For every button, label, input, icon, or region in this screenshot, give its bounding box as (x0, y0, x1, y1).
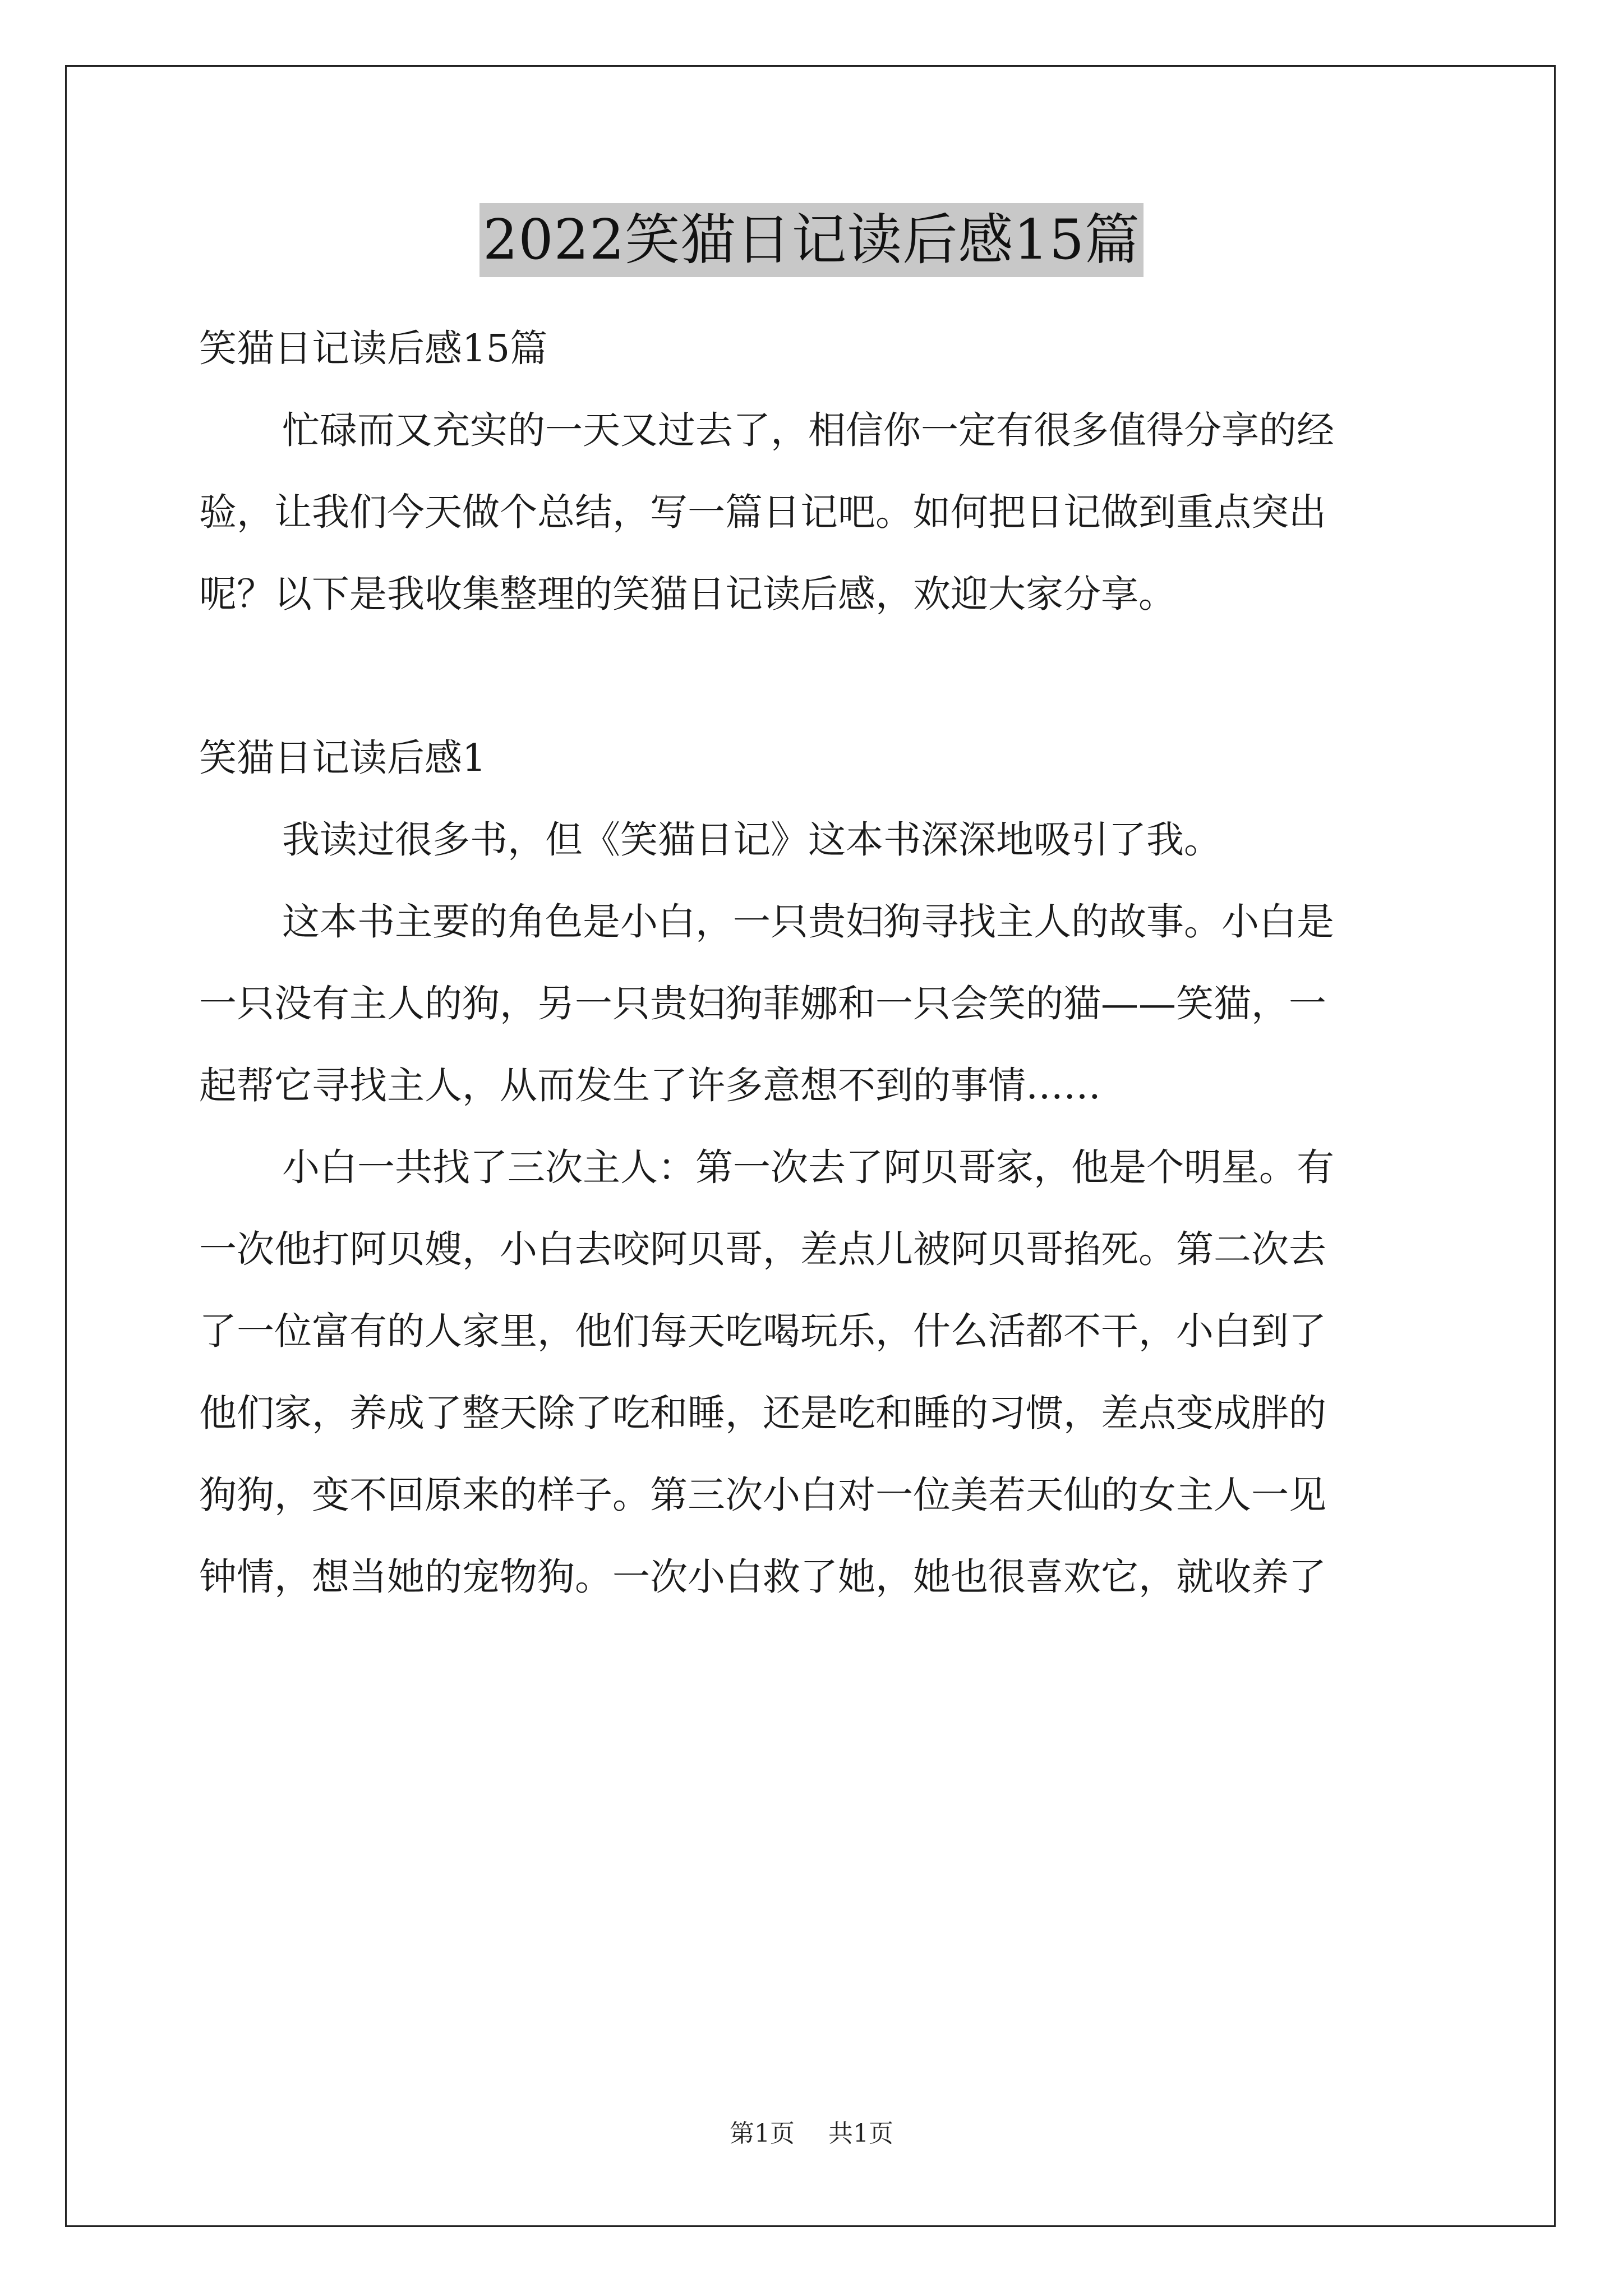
page-total: 共1页 (828, 2119, 893, 2148)
page-footer (0, 2117, 1623, 2151)
paragraph-1: 我读过很多书，但《笑猫日记》这本书深深地吸引了我。 (282, 818, 1221, 862)
paragraph-2-line-3: 起帮它寻找主人，从而发生了许多意想不到的事情…… (199, 1064, 1101, 1107)
document-title: 2022笑猫日记读后感15篇 (479, 203, 1144, 277)
intro-line-2: 验，让我们今天做个总结，写一篇日记吧。如何把日记做到重点突出 (199, 490, 1326, 534)
paragraph-3-line-6: 钟情，想当她的宠物狗。一次小白救了她，她也很喜欢它，就收养了 (199, 1555, 1326, 1599)
paragraph-3-line-1: 小白一共找了三次主人：第一次去了阿贝哥家，他是个明星。有 (282, 1145, 1334, 1189)
paragraph-3-line-2: 一次他打阿贝嫂，小白去咬阿贝哥，差点儿被阿贝哥掐死。第二次去 (199, 1227, 1326, 1271)
subtitle: 笑猫日记读后感15篇 (199, 326, 548, 370)
paragraph-2-line-1: 这本书主要的角色是小白，一只贵妇狗寻找主人的故事。小白是 (282, 900, 1334, 944)
paragraph-3-line-4: 他们家，养成了整天除了吃和睡，还是吃和睡的习惯，差点变成胖的 (199, 1391, 1326, 1435)
document-body (199, 307, 1433, 1618)
page-number: 第1页 (730, 2119, 795, 2148)
paragraph-2-line-2: 一只没有主人的狗，另一只贵妇狗菲娜和一只会笑的猫——笑猫，一 (199, 982, 1326, 1025)
blank-line (199, 635, 1433, 717)
paragraph-3-line-5: 狗狗，变不回原来的样子。第三次小白对一位美若天仙的女主人一见 (199, 1473, 1326, 1517)
intro-line-3: 呢？以下是我收集整理的笑猫日记读后感，欢迎大家分享。 (199, 572, 1176, 616)
paragraph-3-line-3: 了一位富有的人家里，他们每天吃喝玩乐，什么活都不干，小白到了 (199, 1309, 1326, 1353)
intro-line-1: 忙碌而又充实的一天又过去了，相信你一定有很多值得分享的经 (282, 408, 1334, 452)
title-wrapper (0, 203, 1623, 277)
section-heading: 笑猫日记读后感1 (199, 736, 486, 780)
